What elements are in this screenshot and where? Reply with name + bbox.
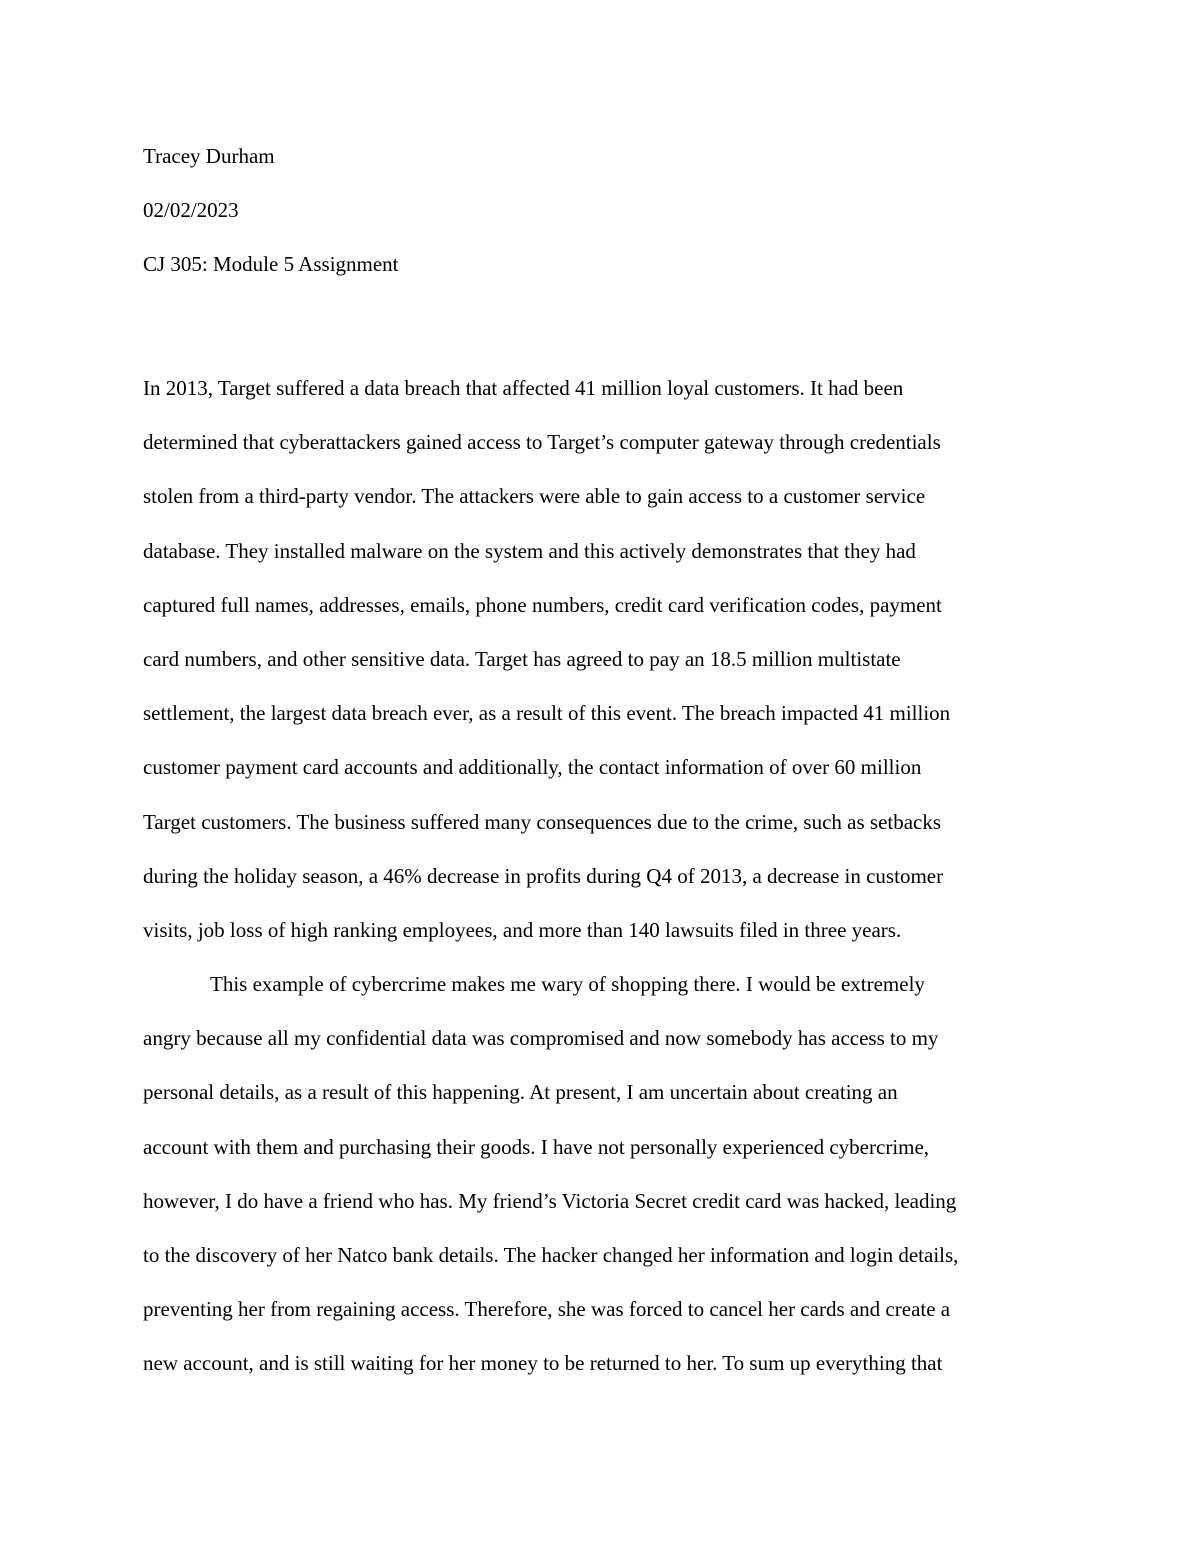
essay-body xyxy=(143,361,1063,1391)
paragraph-line: preventing her from regaining access. Therefore, she was forced to cancel her cards and create a xyxy=(143,1297,951,1322)
paragraph-line: settlement, the largest data breach ever, as a result of this event. The breach impacted 41 million xyxy=(143,701,951,726)
paragraph-line: however, I do have a friend who has. My friend’s Victoria Secret credit card was hacked, leading xyxy=(143,1188,957,1213)
paragraph-line: determined that cyberattackers gained access to Target’s computer gateway through credentials xyxy=(143,430,941,455)
paragraph-line: angry because all my confidential data was compromised and now somebody has access to my xyxy=(143,1026,939,1051)
paragraph-line: during the holiday season, a 46% decrease in profits during Q4 of 2013, a decrease in customer xyxy=(143,863,944,888)
paragraph-line: visits, job loss of high ranking employees, and more than 140 lawsuits filed in three years. xyxy=(143,917,902,942)
paragraph-line: to the discovery of her Natco bank details. The hacker changed her information and login details, xyxy=(143,1243,959,1267)
paragraph-line: personal details, as a result of this happening. At present, I am uncertain about creating an xyxy=(143,1080,898,1105)
author-name: Tracey Durham xyxy=(143,144,275,168)
paragraph-line: database. They installed malware on the system and this actively demonstrates that they had xyxy=(143,538,916,563)
paragraph-line: captured full names, addresses, emails, phone numbers, credit card verification codes, payment xyxy=(143,592,942,617)
paragraph-line: In 2013, Target suffered a data breach that affected 41 million loyal customers. It had been xyxy=(143,376,904,400)
course-title: CJ 305: Module 5 Assignment xyxy=(143,252,399,276)
paragraph-line: This example of cybercrime makes me wary of shopping there. I would be extremely xyxy=(210,972,925,997)
paragraph-line: new account, and is still waiting for her money to be returned to her. To sum up everything that xyxy=(143,1351,943,1376)
paragraph-line: Target customers. The business suffered many consequences due to the crime, such as setbacks xyxy=(143,809,942,834)
document-date: 02/02/2023 xyxy=(143,198,239,222)
paragraph-line: card numbers, and other sensitive data. Target has agreed to pay an 18.5 million multistate xyxy=(143,646,901,671)
paragraph-line: stolen from a third-party vendor. The attackers were able to gain access to a customer service xyxy=(143,484,926,509)
paragraph-line: account with them and purchasing their goods. I have not personally experienced cybercrime, xyxy=(143,1134,930,1159)
paragraph-line: customer payment card accounts and additionally, the contact information of over 60 million xyxy=(143,755,922,780)
